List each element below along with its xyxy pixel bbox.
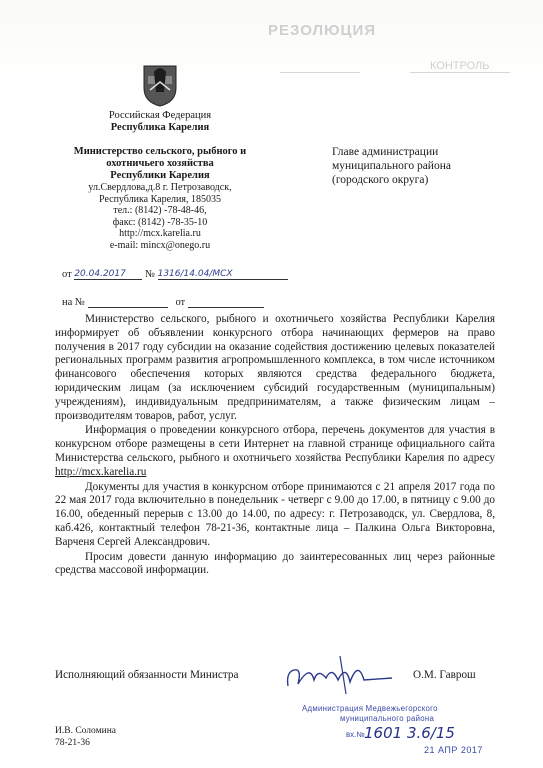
- executor-name: И.В. Соломина: [55, 726, 116, 736]
- fax-line: факс: (8142) -78-35-10: [112, 216, 208, 228]
- executor-phone: 78-21-36: [55, 738, 90, 748]
- address-line-2: Республика Карелия, 185035: [99, 193, 221, 205]
- on-from-label: от: [175, 297, 186, 308]
- stamp-incoming-label: вх.№: [346, 730, 365, 739]
- stamp-date: 21 АПР 2017: [424, 745, 483, 755]
- handwritten-signature: [280, 650, 400, 700]
- on-number-label: на №: [62, 297, 85, 308]
- letter-body: [55, 313, 495, 579]
- stamp-incoming-number: 1601 3.6/15: [364, 724, 455, 742]
- ministry-website-link[interactable]: http://mcx.karelia.ru: [55, 465, 147, 478]
- phone-line: тел.: (8142) -78-48-46,: [113, 205, 207, 217]
- stamp-organization-2: муниципального района: [340, 714, 435, 723]
- country-line: Российская Федерация: [108, 110, 212, 121]
- bleed-line: [410, 72, 510, 73]
- paragraph-announcement: Министерство сельского, рыбного и охотничьего хозяйства Республики Карелия информирует об объявлении конкурсного отбора начинающих фермеров на право получения в 2017 году субсидии на оказание содействия достижению целевых показателей региональных программ развития агропромышленного комплекса, в том числе источником финансового обеспечения которых являются средства федерального бюджета, юридическим лицам (за исключением субсидий государственным (муниципальным) учреждениям), индивидуальным предпринимателям, а также физическим лицам – производителям товаров, работ, услуг.: [55, 313, 495, 422]
- stamp-organization: Администрация Медвежьегорского: [302, 704, 438, 713]
- signatory-position: Исполняющий обязанности Министра: [55, 669, 239, 681]
- bleed-resolution-stamp: РЕЗОЛЮЦИЯ: [268, 22, 377, 39]
- addressee-line-3: (городского округа): [332, 174, 429, 186]
- on-number-field: [88, 296, 168, 308]
- executor-info: [55, 725, 116, 749]
- from-label: от: [62, 269, 72, 280]
- on-date-field: [188, 296, 264, 308]
- country-header: [70, 110, 250, 134]
- addressee-line-1: Главе администрации: [332, 146, 439, 158]
- ministry-contacts: [40, 182, 280, 252]
- registration-stamp: [302, 700, 532, 762]
- addressee-block: [332, 145, 522, 187]
- number-label: №: [144, 269, 155, 280]
- outgoing-date-value: 20.04.2017: [74, 269, 126, 279]
- paragraph-information: [55, 424, 495, 479]
- ministry-line-1: Министерство сельского, рыбного и: [73, 146, 247, 157]
- republic-line: Республика Карелия: [110, 122, 210, 133]
- incoming-reference: [62, 296, 264, 308]
- addressee-line-2: муниципального района: [332, 160, 451, 172]
- outgoing-date-field: [74, 268, 142, 280]
- outgoing-reference: [62, 268, 288, 280]
- ministry-line-2: охотничьего хозяйства: [106, 158, 214, 169]
- bleed-control-text: КОНТРОЛЬ: [430, 60, 490, 72]
- signatory-name: О.М. Гаврош: [413, 669, 476, 681]
- outgoing-number-value: 1316/14.04/МСХ: [157, 269, 233, 279]
- paragraph-information-text: Информация о проведении конкурсного отбора, перечень документов для участия в конкурсном отборе размещены в сети Интернет на главной странице официального сайта Министерства сельского, рыбного и охотничьего хозяйства Республики Карелия по адресу: [55, 424, 495, 464]
- bleed-line: [280, 72, 360, 73]
- address-line-1: ул.Свердлова,д.8 г. Петрозаводск,: [88, 182, 232, 193]
- outgoing-number-field: [158, 268, 288, 280]
- website-line: http://mcx.karelia.ru: [119, 228, 201, 240]
- email-line: e-mail: mincx@onego.ru: [109, 239, 211, 251]
- ministry-name: [40, 146, 280, 182]
- paragraph-documents: Документы для участия в конкурсном отборе принимаются с 21 апреля 2017 года по 22 мая 2017 года включительно в понедельник - четверг с 9.00 до 17.00, в пятницу с 9.00 до 16.00, обеденный перерыв с 13.00 до 14.00, по адресу: г. Петрозаводск, ул. Свердлова, 8, каб.426, контактный телефон 78-21-36, контактные лица – Палкина Ольга Викторовна, Варченя Сергей Александрович.: [55, 480, 495, 548]
- paragraph-request: Просим довести данную информацию до заинтересованных лиц через районные средства массовой информации.: [55, 550, 495, 577]
- ministry-line-3: Республики Карелия: [110, 170, 210, 181]
- coat-of-arms-icon: [140, 62, 180, 108]
